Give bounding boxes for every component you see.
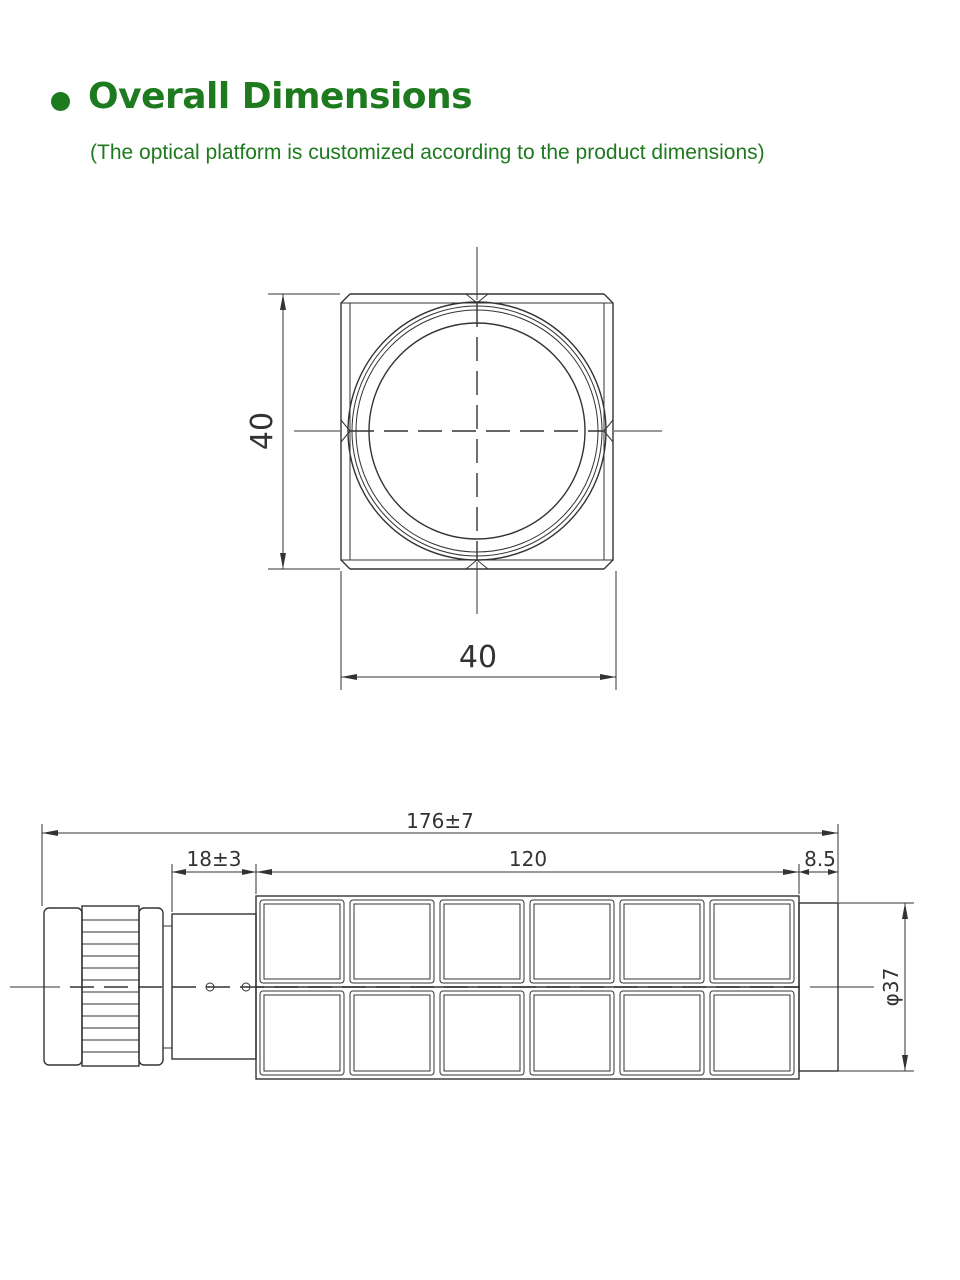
page-subtitle: (The optical platform is customized according to the product dimensions) bbox=[90, 141, 765, 164]
front-width-label: 40 bbox=[458, 640, 498, 675]
front-view bbox=[245, 247, 662, 690]
front-width-dimension bbox=[341, 571, 616, 690]
end-length-dimension bbox=[799, 847, 838, 875]
front-section-label: 18±3 bbox=[186, 847, 242, 871]
end-length-label: 8.5 bbox=[804, 847, 836, 871]
front-height-label: 40 bbox=[245, 411, 280, 451]
side-view-connector-knurl bbox=[82, 920, 139, 1052]
body-length-label: 120 bbox=[508, 847, 548, 871]
front-section-dimension bbox=[172, 847, 256, 912]
diameter-label: φ37 bbox=[879, 967, 903, 1007]
side-view-connector bbox=[44, 906, 172, 1066]
side-view bbox=[10, 809, 914, 1079]
overall-length-dimension bbox=[42, 809, 838, 906]
page-title: Overall Dimensions bbox=[88, 76, 473, 117]
overall-length-label: 176±7 bbox=[406, 809, 474, 833]
body-length-dimension bbox=[256, 847, 799, 894]
